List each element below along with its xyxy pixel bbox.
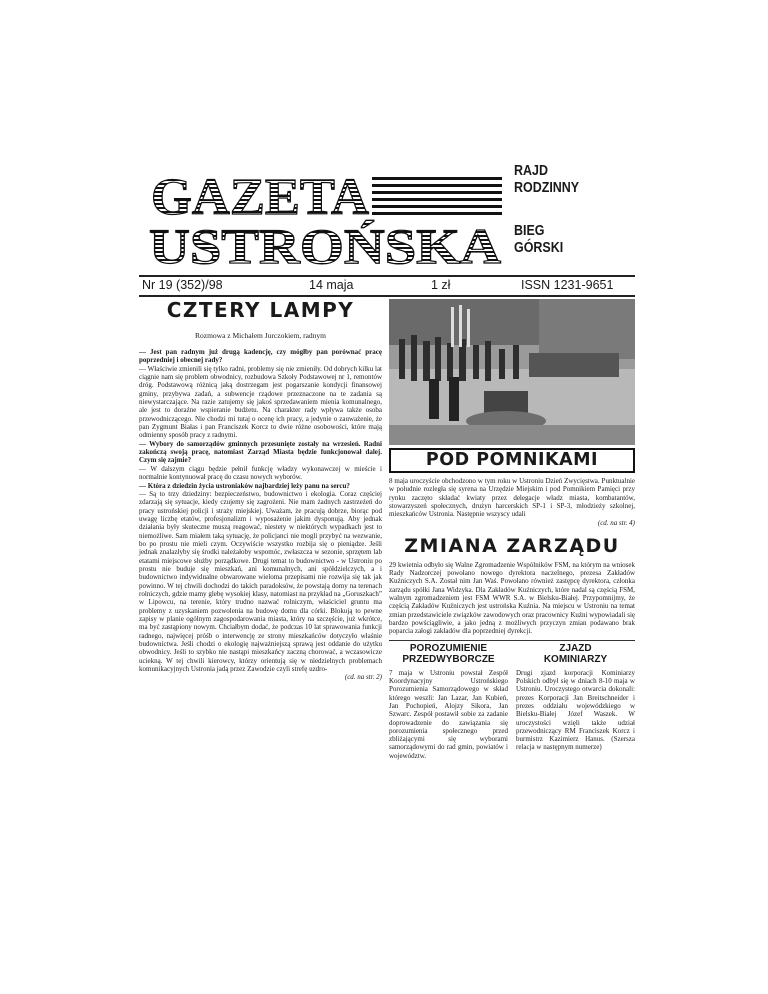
teaser-bieg-line1: BIEG	[514, 223, 545, 239]
issn: ISSN 1231-9651	[521, 278, 614, 292]
logo-line-2: USTROŃSKA	[149, 218, 501, 267]
porozumienie-headline-line1: POROZUMIENIE	[409, 642, 488, 654]
logo-line-1: GAZETA	[151, 169, 370, 226]
brief-columns	[389, 640, 635, 760]
zjazd-headline-line1: ZJAZD	[559, 642, 592, 654]
issue-date: 14 maja	[309, 278, 354, 292]
porozumienie-headline-line2: PRZEDWYBORCZE	[402, 653, 495, 665]
teaser-rajd	[514, 163, 579, 197]
article-headline: CZTERY LAMPY	[166, 298, 355, 322]
answer-1: — Właściwie zmienili się tylko radni, problemy się nie zmieniły. Od dobrych kilku lat ciągnie nam się problem obwodnicy, rozbudowa Szkoły Podstawowej nr 1, remontów dróg. Podstawową różnicą jaką dostrzegam jest pogarszanie kondycji finansowej gminy, przybywa zadań, a subwencje rządowe przeznaczone na te zadania są niewystarczające. Na razie zatujemy się jakoś sprzedawaniem mienia komunalnego, ale jest to doraźne wspieranie budżetu. Na charakter rady wpływa także osoba przewodniczącego. Nie chodzi mi tutaj o ocenę ich pracy, a jedynie o zauważenie, że pan Zygmunt Białas i pan Franciszek Korcz to dwie różne osobowości, które mają odmienny sposób pracy z radnymi.	[139, 364, 382, 440]
zjazd-headline	[516, 643, 635, 665]
porozumienie-headline	[389, 643, 508, 665]
issue-number: Nr 19 (352)/98	[142, 278, 223, 292]
zjazd-body: Drugi zjazd korporacji Kominiarzy Polskich odbył się w dniach 8-10 maja w Ustroniu. Uroczystego otwarcia dokonali: prezes Korporacji Jan Breitschneider i prezes oddziału wojewódzkiego w Bielsku-Białej Józef Waszek. W uroczystości wzięli także udział przewodniczący RM Franciszek Korcz i burmistrz Kazimierz Hanus. (Szersza relacja w następnym numerze)	[516, 668, 635, 752]
article-byline: Rozmowa z Michałem Jurczokiem, radnym	[194, 331, 326, 340]
answer-3: — Są to trzy dziedziny: bezpieczeństwo, budownictwo i ekologia. Coraz częściej zdarzają się sytuacje, kiedy czujemy się zagrożeni. Nie mam żadnych zastrzeżeń do pracy ustrońskiej policji i straży miejskiej. Uważam, że pracują dobrze, biorąc pod uwagę liczbę etatów, profesjonalizm i wyposażenie jakim dysponują. Aby jednak działania były skuteczne muszą reagować, niestety w niektórych wypadkach jest to niemożliwe. Sam miałem taką sytuację, że policjanci nie mogli przybyć na wezwanie, bo po prostu nie mieli czym. Oczywiście wszystko rozbija się o pieniądze. Jeśli jednak znalazłyby się środki należałoby wspomóc, zwłaszcza w sezonie, sprzętem lab etatami miejscowe służby porządkowe. Drugi temat to budownictwo - w Ustroniu po prostu nie buduje się mieszkań, ani komunalnych, ani spółdzielczych, a i budownictwo indywidualne obwarowane wieloma przepisami nie rozwija się tak jak powinno. W tej chwili dochodzi do takich paradoksów, że powstają domy na terenach rolniczych, gdzie mamy glebę wysokiej klasy, natomiast na przykład na „Goruszkach” w Lipowcu, na terenie, który trudno nazwać rolniczym, właściciel gruntu ma problemy z uzyskaniem pozwolenia na budowę domu dla córki. Blokują to pewne zapisy w planie ogólnym zagospodarowania miasta, który na szczęście, już wkrótce, ma być zastąpiony nowym. Chciałbym dodać, że podczas 10 lat sprawowania funkcji radnego, najwięcej próśb o interwencję ze strony mieszkańców dotyczyło właśnie budownictwa. Jeśli chodzi o ekologię najważniejszą sprawą jest oddanie do użytku obwodnicy. Jeśli to szybko nie nastąpi mieszkańcy zaczną chorować, a wczasowicze uciekną. W tej chwili kierowcy, którzy orientują się w niedzielnych problemach komunikacyjnych Ustronia jadą przez Zawodzie czyli strefę uzdro-	[139, 489, 382, 674]
main-article	[139, 299, 382, 847]
question-2: — Wybory do samorządów gminnych przesunięte zostały na wrzesień. Radni zakończą swoją pracę, natomiast Zarząd Miasta będzie funkcjonował dalej. Czym się zajmie?	[139, 439, 382, 465]
zmiana-zarzadu-headline: ZMIANA ZARZĄDU	[404, 534, 620, 557]
continued-note: (cd. na str. 2)	[344, 673, 382, 682]
logo-stripe-bars	[372, 177, 502, 215]
porozumienie-article	[389, 643, 508, 760]
zjazd-article	[516, 643, 635, 760]
teaser-bieg	[514, 223, 563, 257]
pod-pomnikami-headline: POD POMNIKAMI	[389, 448, 635, 473]
question-1: — Jest pan radnym już drugą kadencję, czy mógłby pan porównać pracę poprzedniej i obecnej rady?	[139, 348, 382, 365]
question-3: — Która z dziedzin życia ustroniaków najbardziej leży panu na sercu?	[139, 481, 350, 490]
pod-pomnikami-continued: (cd. na str. 4)	[597, 518, 635, 527]
ceremony-photo	[389, 299, 635, 445]
teaser-bieg-line2: GÓRSKI	[514, 240, 564, 256]
porozumienie-body: 7 maja w Ustroniu powstał Zespół Koordynacyjny Ustrońskiego Porozumienia Samorządowego w skład którego weszli: Jan Lazar, Jan Kubień, Jan Pochopień, Alojzy Sikora, Jan Szwarc. Zespół postawił sobie za zadanie doprowadzenie do zawiązania się porozumienia społecznego przed zbliżającymi się wyborami samorządowymi do rad gmin, powiatów i województw.	[389, 668, 508, 760]
zmiana-zarzadu-body: 29 kwietnia odbyło się Walne Zgromadzenie Wspólników FSM, na którym na wniosek Rady Nadzorczej powołano nowego dyrektora naczelnego, prezesa Zakładów Kuźniczych S.A. Został nim Jan Waś. Powołano również zastępcę dyrektora, członka zarządu spółki Jana Widzyka. Dla Zakładów Kuźniczych, które nadal są częścią FSM, walnym zgromadzeniem jest FSM WWR S.A. w Bielsku-Białej. Przypomnijmy, że częścią Zakładów Kuźniczych jest ustrońska Kuźnia. Na miejscu w Ustroniu na temat zmian przedstawiciele związków zawodowych oraz pracownicy Kuźni wypowiadali się bardzo powściągliwie, a jako jedną z możliwych przyczyn zmian podawano brak poparcia załogi zakładów dla poprzedniej dyrekcji.	[389, 560, 635, 636]
zjazd-headline-line2: KOMINIARZY	[543, 653, 608, 665]
answer-2: — W dalszym ciągu będzie pełnił funkcję władzy wykonawczej w mieście i normalnie kontynuował pracę do czasu nowych wyborów.	[139, 464, 382, 482]
newspaper-logo	[147, 167, 507, 267]
masthead	[139, 157, 635, 275]
newspaper-page	[139, 157, 635, 847]
issue-info-bar	[139, 275, 635, 297]
teaser-rajd-line2: RODZINNY	[514, 180, 580, 196]
pod-pomnikami-body: 8 maja uroczyście obchodzono w tym roku w Ustroniu Dzień Zwycięstwa. Punktualnie w południe rozległa się syrena na Urzędzie Miejskim i pod Pomnikiem Pamięci przy rynku zaczęto składać kwiaty przez delegacje władz miasta, kombatantów, stowarzyszeń społecznych, drużyn harcerskich SP-1 i SP-3, młodzieży szkolnej, mieszkańców Ustronia. Następnie wszyscy udali	[389, 477, 635, 519]
teaser-rajd-line1: RAJD	[514, 163, 548, 179]
issue-price: 1 zł	[431, 278, 451, 292]
right-column	[389, 299, 635, 847]
article-body	[139, 348, 382, 673]
